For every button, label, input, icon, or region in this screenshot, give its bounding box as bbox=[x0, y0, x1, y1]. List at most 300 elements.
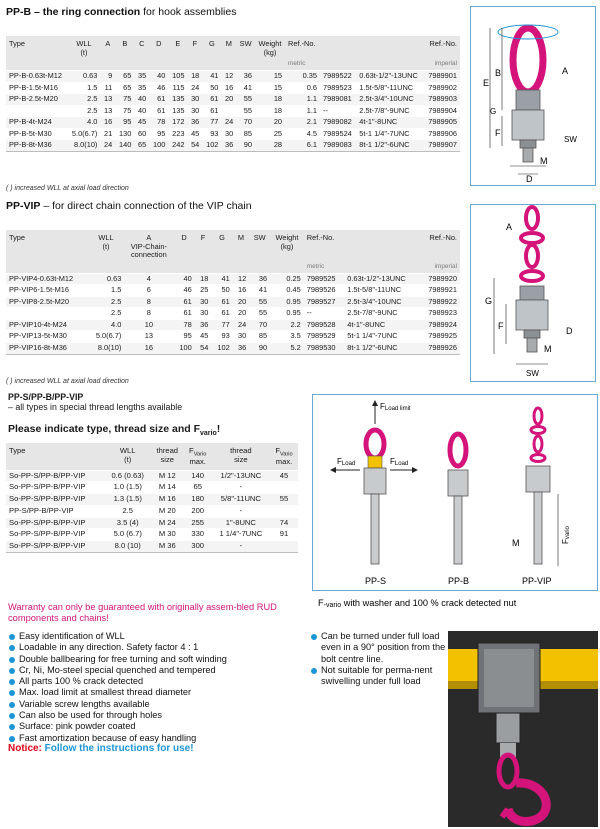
pps-cell: 140 bbox=[184, 470, 212, 482]
ppb-cell: 2.5t-7/8"-9UNC bbox=[356, 105, 423, 117]
ppb-cell: 9 bbox=[100, 71, 115, 83]
ppvip-cell: 30 bbox=[195, 296, 212, 308]
ppb-cell: 242 bbox=[168, 140, 187, 152]
ppb-cell: 1.5t-5/8"-11UNC bbox=[356, 82, 423, 94]
pps-row bbox=[6, 470, 298, 482]
feature-item: Fast amortization because of easy handling bbox=[8, 733, 308, 744]
ppb-cell: PP-B-0.63t-M12 bbox=[6, 71, 68, 83]
ppvip-cell: 36 bbox=[195, 319, 212, 331]
pps-cell: PP-S/PP-B/PP-VIP bbox=[6, 505, 105, 517]
ppvip-cell: 30 bbox=[233, 331, 250, 343]
product-photo bbox=[448, 631, 598, 827]
ppvip-cell: 16 bbox=[233, 285, 250, 297]
ppb-cell: 7989523 bbox=[320, 82, 356, 94]
ppvip-cell: 61 bbox=[211, 296, 232, 308]
feature-item: Can be turned under full load even in a 90° position from the bolt centre line. bbox=[310, 631, 450, 665]
ppb-cell: 35 bbox=[134, 82, 149, 94]
pps-title: PP-S/PP-B/PP-VIP bbox=[8, 392, 84, 402]
ppvip-cell: 95 bbox=[173, 331, 194, 343]
ppb-row bbox=[6, 82, 460, 94]
pps-row bbox=[6, 494, 298, 506]
ppb-cell: 35 bbox=[134, 71, 149, 83]
ppb-dimension-diagram bbox=[470, 6, 596, 186]
ppb-cell: 7989907 bbox=[424, 140, 460, 152]
ppvip-row bbox=[6, 273, 460, 285]
ppvip-cell: 41 bbox=[249, 285, 270, 297]
pps-cell: 180 bbox=[184, 494, 212, 506]
ppb-dim-e: E bbox=[483, 78, 490, 88]
ppb-cell: 70 bbox=[236, 117, 255, 129]
ppb-cell: 20 bbox=[255, 117, 285, 129]
ppvip-cell: 20 bbox=[233, 296, 250, 308]
ppb-cell: 41 bbox=[236, 82, 255, 94]
ppb-header-g: G bbox=[202, 36, 221, 60]
pps-row bbox=[6, 482, 298, 494]
ppvip-cell: 7989921 bbox=[419, 285, 460, 297]
ppb-cell: 20 bbox=[221, 94, 236, 106]
ppvip-cell: 61 bbox=[173, 308, 194, 320]
feature-item: Not suitable for perma-nent swivelling under full load bbox=[310, 665, 450, 688]
ppvip-row bbox=[6, 296, 460, 308]
f-load-limit-label: FLoad limit bbox=[380, 402, 411, 412]
ppvip-header-type: Type bbox=[6, 230, 88, 263]
ppb-cell: 8.0(10) bbox=[68, 140, 101, 152]
ppb-cell: 61 bbox=[149, 105, 168, 117]
ppvip-cell: 1.5 bbox=[88, 285, 125, 297]
feature-item: Loadable in any direction. Safety factor 4 : 1 bbox=[8, 642, 308, 653]
pps-cell: So-PP-S/PP-B/PP-VIP bbox=[6, 482, 105, 494]
feature-item: Easy identification of WLL bbox=[8, 631, 308, 642]
ppvip-cell: 0.25 bbox=[270, 273, 304, 285]
ppb-cell: 95 bbox=[149, 128, 168, 140]
ppvip-cell: 2.5 bbox=[88, 296, 125, 308]
ppb-cell: 0.63 bbox=[68, 71, 101, 83]
notice-text: Follow the instructions for use! bbox=[41, 743, 194, 754]
ppb-row bbox=[6, 128, 460, 140]
ppvip-cell: 78 bbox=[173, 319, 194, 331]
ppb-cell: 28 bbox=[255, 140, 285, 152]
pps-cell: 3.5 (4) bbox=[105, 517, 151, 529]
pps-cell: 0.6 (0.63) bbox=[105, 470, 151, 482]
ppb-cell: 1.5 bbox=[68, 82, 101, 94]
ppb-cell: 30 bbox=[187, 105, 202, 117]
pps-cell: 1"-8UNC bbox=[212, 517, 270, 529]
ppvip-cell: 3.5 bbox=[270, 331, 304, 343]
ppb-cell: 24 bbox=[187, 82, 202, 94]
pps-header-wll: WLL (t) bbox=[105, 443, 151, 470]
ppb-cell: 13 bbox=[100, 105, 115, 117]
pps-row bbox=[6, 529, 298, 541]
ppvip-cell: 13 bbox=[124, 331, 173, 343]
pps-cell: M 12 bbox=[151, 470, 184, 482]
ppb-header-c: C bbox=[134, 36, 149, 60]
m-label: M bbox=[512, 538, 520, 548]
ppb-cell: 135 bbox=[168, 94, 187, 106]
pps-cell: - bbox=[212, 482, 270, 494]
ppb-dim-m: M bbox=[540, 156, 548, 166]
ppvip-cell: 5t-1 1/4"-7UNC bbox=[344, 331, 419, 343]
feature-item: Surface: pink powder coated bbox=[8, 721, 308, 732]
pps-cell: 91 bbox=[270, 529, 298, 541]
pps-cell bbox=[270, 482, 298, 494]
warranty-note: Warranty can only be guaranteed with originally assem-bled RUD components and chains! bbox=[8, 602, 277, 623]
ppb-cell: 55 bbox=[236, 105, 255, 117]
pps-cell: 55 bbox=[270, 494, 298, 506]
feature-item: All parts 100 % crack detected bbox=[8, 676, 308, 687]
ppvip-cell: 77 bbox=[211, 319, 232, 331]
f-load-right-label: FLoad bbox=[390, 457, 409, 467]
ppb-row bbox=[6, 140, 460, 152]
feature-item: Variable screw lengths available bbox=[8, 699, 308, 710]
ppb-cell: 7989904 bbox=[424, 105, 460, 117]
pps-cell: 45 bbox=[270, 470, 298, 482]
ppvip-header-f: F bbox=[195, 230, 212, 263]
feature-item: Max. load limit at smallest thread diameter bbox=[8, 687, 308, 698]
ppb-cell: 4.0 bbox=[68, 117, 101, 129]
ppvip-cell: 7989926 bbox=[419, 343, 460, 355]
ppvip-cell: 0.95 bbox=[270, 296, 304, 308]
ppvip-cell: 1.5t-5/8"-11UNC bbox=[344, 285, 419, 297]
pps-indicate-end: ! bbox=[216, 423, 221, 435]
ppvip-cell: 55 bbox=[249, 308, 270, 320]
ppvip-cell: 7989525 bbox=[304, 273, 345, 285]
pps-cell: So-PP-S/PP-B/PP-VIP bbox=[6, 529, 105, 541]
feature-item: Can also be used for through holes bbox=[8, 710, 308, 721]
ppb-cell: 1.1 bbox=[285, 105, 320, 117]
ppvip-footnote: ( ) increased WLL at axial load direction bbox=[6, 378, 129, 385]
ppvip-cell: PP-VIP16-8t-M36 bbox=[6, 343, 88, 355]
ppvip-cell: 61 bbox=[173, 296, 194, 308]
ppb-header-type: Type bbox=[6, 36, 68, 60]
ppb-header-ref-imperial: Ref.-No. bbox=[320, 36, 460, 60]
ppvip-cell: 61 bbox=[211, 308, 232, 320]
ppb-cell: 7989906 bbox=[424, 128, 460, 140]
ppb-table bbox=[6, 36, 460, 152]
ppb-cell: 36 bbox=[187, 117, 202, 129]
ppb-cell: 7989081 bbox=[320, 94, 356, 106]
ppb-cell: 4t-1"-8UNC bbox=[356, 117, 423, 129]
pps-cell: 1/2"-13UNC bbox=[212, 470, 270, 482]
ppb-cell: 90 bbox=[236, 140, 255, 152]
ppb-cell: PP-B-4t-M24 bbox=[6, 117, 68, 129]
ppvip-header-m: M bbox=[233, 230, 250, 263]
ppvip-cell: PP-VIP6-1.5t-M16 bbox=[6, 285, 88, 297]
ppvip-cell: 7989526 bbox=[304, 285, 345, 297]
ppb-cell: 102 bbox=[202, 140, 221, 152]
ppvip-cell: 6 bbox=[124, 285, 173, 297]
ppb-row bbox=[6, 105, 460, 117]
pps-cell: 5/8"-11UNC bbox=[212, 494, 270, 506]
ppvip-cell: 102 bbox=[211, 343, 232, 355]
ppb-cell: 7989905 bbox=[424, 117, 460, 129]
ppb-cell: 41 bbox=[202, 71, 221, 83]
ppvip-cell: 46 bbox=[173, 285, 194, 297]
ppvip-header-ref-imperial: Ref.-No. bbox=[344, 230, 460, 263]
ppvip-cell: 24 bbox=[233, 319, 250, 331]
ppvip-row bbox=[6, 308, 460, 320]
ppb-cell: 7989082 bbox=[320, 117, 356, 129]
ppvip-subheader-imperial: imperial bbox=[344, 263, 460, 274]
pps-row bbox=[6, 505, 298, 517]
ppvip-cell: 20 bbox=[233, 308, 250, 320]
pps-cell: So-PP-S/PP-B/PP-VIP bbox=[6, 494, 105, 506]
ppb-dim-g: G bbox=[490, 107, 497, 116]
pps-table bbox=[6, 443, 298, 553]
pps-header-thread-metric: thread size bbox=[151, 443, 184, 470]
ppb-cell: 0.63t-1/2"-13UNC bbox=[356, 71, 423, 83]
ppvip-cell: 2.5t-3/4"-10UNC bbox=[344, 296, 419, 308]
ppvip-cell: 8 bbox=[124, 296, 173, 308]
ppvip-header-a: A VIP-Chain- connection bbox=[124, 230, 173, 263]
ppb-cell: 13 bbox=[100, 94, 115, 106]
ppb-header-a: A bbox=[100, 36, 115, 60]
ppvip-cell: 7989923 bbox=[419, 308, 460, 320]
ppvip-dim-a: A bbox=[506, 222, 513, 232]
pps-cell: M 30 bbox=[151, 529, 184, 541]
ppvip-row bbox=[6, 319, 460, 331]
ppb-cell: 78 bbox=[149, 117, 168, 129]
ppvip-header-d: D bbox=[173, 230, 194, 263]
pps-cell: M 24 bbox=[151, 517, 184, 529]
ppb-subheader-metric: metric bbox=[285, 60, 320, 71]
ppb-cell: 61 bbox=[202, 94, 221, 106]
ppvip-cell: 7989925 bbox=[419, 331, 460, 343]
ppb-cell: 18 bbox=[255, 105, 285, 117]
ppvip-cell: 36 bbox=[233, 343, 250, 355]
ppb-dim-a: A bbox=[562, 66, 569, 76]
ppvip-cell: 2.2 bbox=[270, 319, 304, 331]
features-right-list bbox=[310, 631, 450, 687]
ppvip-header-ref-metric: Ref.-No. bbox=[304, 230, 345, 263]
ppvip-header-sw: SW bbox=[249, 230, 270, 263]
ppvip-cell: 4.0 bbox=[88, 319, 125, 331]
ppb-cell: 7989901 bbox=[424, 71, 460, 83]
pps-indicate bbox=[8, 423, 220, 437]
ppvip-cell: 8t-1 1/2"-6UNC bbox=[344, 343, 419, 355]
ppb-cell: 46 bbox=[149, 82, 168, 94]
f-load-left-label: FLoad bbox=[337, 457, 356, 467]
ppb-cell: 2.1 bbox=[285, 117, 320, 129]
ppvip-dim-d: D bbox=[566, 326, 573, 336]
pps-cell: 200 bbox=[184, 505, 212, 517]
ppb-cell: 24 bbox=[100, 140, 115, 152]
ppb-subheader-spacer bbox=[6, 60, 285, 71]
ppb-cell: 93 bbox=[202, 128, 221, 140]
ppb-cell: PP-B-2.5t-M20 bbox=[6, 94, 68, 106]
ppb-cell: 7989522 bbox=[320, 71, 356, 83]
ppb-cell: 50 bbox=[202, 82, 221, 94]
ppb-name: PP-B bbox=[448, 576, 470, 586]
ppb-cell: 15 bbox=[255, 82, 285, 94]
ppb-cell: 40 bbox=[134, 105, 149, 117]
ppb-dim-b: B bbox=[495, 68, 502, 78]
ppb-cell: 75 bbox=[115, 105, 134, 117]
pps-cell: 1 1/4"-7UNC bbox=[212, 529, 270, 541]
ppvip-title-bold: PP-VIP bbox=[6, 200, 41, 212]
ppb-cell: 7989902 bbox=[424, 82, 460, 94]
pps-indicate-sub: vario bbox=[199, 430, 217, 438]
ppvip-cell: 4t-1"-8UNC bbox=[344, 319, 419, 331]
ppb-header-weight: Weight (kg) bbox=[255, 36, 285, 60]
ppb-cell: PP-B-8t-M36 bbox=[6, 140, 68, 152]
pps-header-fvario-metric: $F_{Vario}$ max. bbox=[184, 443, 212, 470]
ppvip-name: PP-VIP bbox=[522, 576, 552, 586]
ppvip-cell: 30 bbox=[195, 308, 212, 320]
ppvip-cell: 0.63t-1/2"-13UNC bbox=[344, 273, 419, 285]
ppvip-cell: 41 bbox=[211, 273, 232, 285]
ppb-cell: 2.5t-3/4"-10UNC bbox=[356, 94, 423, 106]
ppb-cell: 95 bbox=[115, 117, 134, 129]
ppvip-row bbox=[6, 331, 460, 343]
ppb-cell: 4.5 bbox=[285, 128, 320, 140]
ppb-row bbox=[6, 117, 460, 129]
pps-cell: 2.5 bbox=[105, 505, 151, 517]
ppb-cell: 61 bbox=[149, 94, 168, 106]
notice-label: Notice: bbox=[8, 743, 42, 754]
ppb-cell: 172 bbox=[168, 117, 187, 129]
ppb-cell: 40 bbox=[149, 71, 168, 83]
ppb-cell: 60 bbox=[134, 128, 149, 140]
ppb-cell: 11 bbox=[100, 82, 115, 94]
ppb-cell: 65 bbox=[115, 82, 134, 94]
ppb-cell: 55 bbox=[236, 94, 255, 106]
ppb-cell: 16 bbox=[221, 82, 236, 94]
ppvip-cell: 45 bbox=[195, 331, 212, 343]
ppb-title bbox=[6, 6, 236, 18]
ppb-cell: PP-B-5t-M30 bbox=[6, 128, 68, 140]
ppvip-cell: 54 bbox=[195, 343, 212, 355]
fvario-label: Fvario bbox=[561, 526, 571, 544]
ppb-cell: 54 bbox=[187, 140, 202, 152]
ppb-cell: 223 bbox=[168, 128, 187, 140]
ppvip-cell: 0.95 bbox=[270, 308, 304, 320]
ppb-cell: 135 bbox=[168, 105, 187, 117]
ppb-header-sw: SW bbox=[236, 36, 255, 60]
ppb-cell: 12 bbox=[221, 71, 236, 83]
pps-header-thread-imperial: thread size bbox=[212, 443, 270, 470]
features-left-list bbox=[8, 631, 308, 744]
ppb-cell: 0.35 bbox=[285, 71, 320, 83]
ppb-cell: 18 bbox=[187, 71, 202, 83]
ppvip-cell: 8 bbox=[124, 308, 173, 320]
ppb-cell: 24 bbox=[221, 117, 236, 129]
ppb-header-ref-metric: Ref.-No. bbox=[285, 36, 320, 60]
ppb-cell: 61 bbox=[202, 105, 221, 117]
pps-cell: 1.0 (1.5) bbox=[105, 482, 151, 494]
ppvip-cell: 0.45 bbox=[270, 285, 304, 297]
ppb-cell: 30 bbox=[221, 128, 236, 140]
ppvip-cell: 55 bbox=[249, 296, 270, 308]
ppvip-cell: PP-VIP8-2.5t-M20 bbox=[6, 296, 88, 308]
ppb-cell: 45 bbox=[134, 117, 149, 129]
ppvip-cell: 8.0(10) bbox=[88, 343, 125, 355]
ppvip-dim-m: M bbox=[544, 344, 552, 354]
ppb-cell: -- bbox=[320, 105, 356, 117]
ppb-cell bbox=[221, 105, 236, 117]
ppvip-cell: 5.0(6.7) bbox=[88, 331, 125, 343]
pps-cell: 8.0 (10) bbox=[105, 540, 151, 552]
ppvip-cell: 7989920 bbox=[419, 273, 460, 285]
pps-cell: M 14 bbox=[151, 482, 184, 494]
pps-row bbox=[6, 517, 298, 529]
ppvip-cell bbox=[6, 308, 88, 320]
ppvip-subheader-spacer bbox=[6, 263, 304, 274]
ppvip-cell: 18 bbox=[195, 273, 212, 285]
pps-cell: - bbox=[212, 505, 270, 517]
ppb-cell: 130 bbox=[115, 128, 134, 140]
ppb-cell: 65 bbox=[134, 140, 149, 152]
ppvip-table bbox=[6, 230, 460, 355]
feature-item: Double ballbearing for free turning and soft winding bbox=[8, 654, 308, 665]
ppb-cell: 36 bbox=[236, 71, 255, 83]
ppvip-cell: 100 bbox=[173, 343, 194, 355]
ppvip-cell: PP-VIP10-4t-M24 bbox=[6, 319, 88, 331]
ppvip-cell: 2.5t-7/8"-9UNC bbox=[344, 308, 419, 320]
ppb-cell: 36 bbox=[221, 140, 236, 152]
pps-cell bbox=[270, 540, 298, 552]
ppb-cell: 115 bbox=[168, 82, 187, 94]
ppvip-cell: 25 bbox=[195, 285, 212, 297]
ppvip-dimension-diagram bbox=[470, 204, 596, 382]
ppvip-cell: 40 bbox=[173, 273, 194, 285]
pps-header-fvario-imperial: $F_{Vario}$ max. bbox=[270, 443, 298, 470]
pps-cell: 5.0 (6.7) bbox=[105, 529, 151, 541]
pps-indicate-text: Please indicate type, thread size and F bbox=[8, 423, 200, 435]
ppb-title-rest: for hook assemblies bbox=[140, 6, 237, 18]
ppvip-cell: 90 bbox=[249, 343, 270, 355]
pps-cell: 1.3 (1.5) bbox=[105, 494, 151, 506]
pps-cell: 65 bbox=[184, 482, 212, 494]
ppb-cell: 65 bbox=[115, 71, 134, 83]
ppb-cell: PP-B-1.5t-M16 bbox=[6, 82, 68, 94]
ppvip-dim-g: G bbox=[485, 296, 493, 306]
ppb-cell: 140 bbox=[115, 140, 134, 152]
ppb-dim-d: D bbox=[526, 174, 533, 184]
ppvip-cell: 50 bbox=[211, 285, 232, 297]
ppvip-header-weight: Weight (kg) bbox=[270, 230, 304, 263]
ppb-cell: 0.6 bbox=[285, 82, 320, 94]
ppb-cell: 16 bbox=[100, 117, 115, 129]
ppb-cell: 1.1 bbox=[285, 94, 320, 106]
pps-subtitle: – all types in special thread lengths available bbox=[8, 402, 183, 412]
pps-cell: So-PP-S/PP-B/PP-VIP bbox=[6, 470, 105, 482]
ppvip-dim-f: F bbox=[498, 321, 504, 331]
ppvip-cell: 7989530 bbox=[304, 343, 345, 355]
ppb-cell: 21 bbox=[100, 128, 115, 140]
ppb-header-b: B bbox=[115, 36, 134, 60]
ppvip-cell: 2.5 bbox=[88, 308, 125, 320]
ppvip-cell: 16 bbox=[124, 343, 173, 355]
ppvip-cell: 10 bbox=[124, 319, 173, 331]
pps-name: PP-S bbox=[365, 576, 387, 586]
ppb-row bbox=[6, 94, 460, 106]
ppvip-dim-sw: SW bbox=[526, 369, 539, 378]
ppvip-header-g: G bbox=[211, 230, 232, 263]
ppb-subheader-imperial: imperial bbox=[320, 60, 460, 71]
load-diagram-caption: F-vario with washer and 100 % crack detected nut bbox=[318, 598, 517, 609]
ppvip-cell: 4 bbox=[124, 273, 173, 285]
ppvip-cell: -- bbox=[304, 308, 345, 320]
ppb-cell: 85 bbox=[236, 128, 255, 140]
ppb-dim-f: F bbox=[495, 128, 501, 138]
ppvip-title-rest: – for direct chain connection of the VIP chain bbox=[40, 200, 252, 212]
ppb-title-bold: PP-B – the ring connection bbox=[6, 6, 141, 18]
ppvip-cell: PP-VIP13-5t-M30 bbox=[6, 331, 88, 343]
ppb-cell: 105 bbox=[168, 71, 187, 83]
pps-header-type: Type bbox=[6, 443, 105, 470]
ppb-footnote: ( ) increased WLL at axial load direction bbox=[6, 185, 129, 192]
ppvip-cell: 36 bbox=[249, 273, 270, 285]
